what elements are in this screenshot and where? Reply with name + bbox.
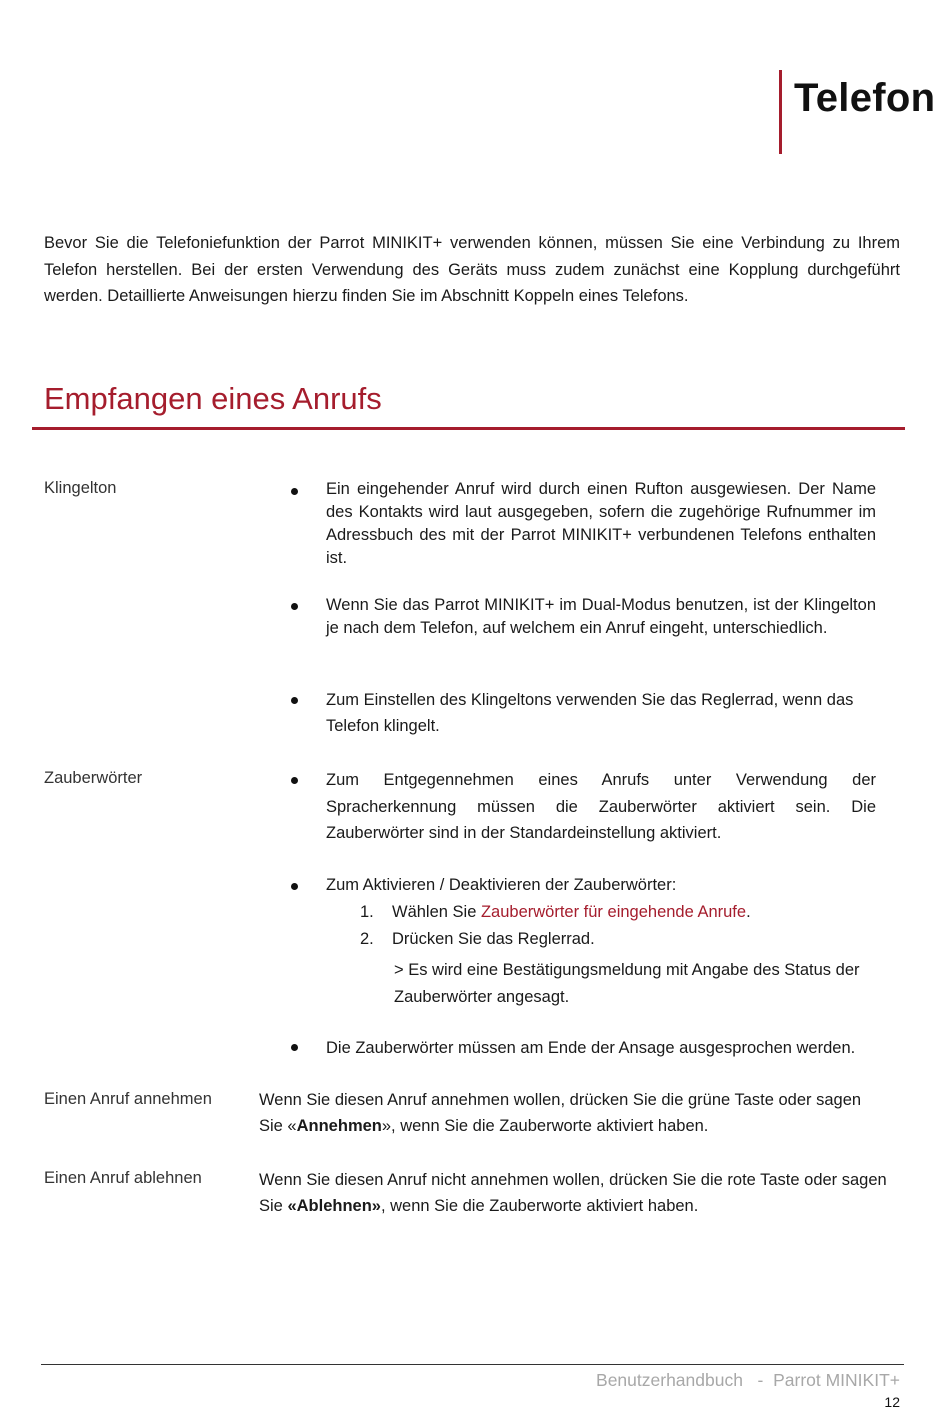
klingelton-bullet-1: Ein eingehender Anruf wird durch einen Rufton ausgewiesen. Der Name des Kontakts wird laut ausgegeben, sofern die zugehörige Rufnummer im Adressbuch des mit der Parrot MINIKIT+ verbundenen Telefons enthalten ist.: [326, 480, 876, 567]
bullet-dot: [291, 777, 298, 784]
page-header-title: Telefon: [794, 76, 936, 120]
anruf-ablehnen-text: [259, 1167, 889, 1219]
ablehnen-text-start: Wenn Sie diesen Anruf nicht annehmen wollen, drücken Sie die rote Taste oder sagen Sie: [259, 1171, 887, 1215]
header-accent-bar: [779, 70, 782, 154]
page-number: 12: [884, 1394, 900, 1410]
zauberwoerter-bullet-3: Die Zauberwörter müssen am Ende der Ansage ausgesprochen werden.: [326, 1039, 856, 1057]
label-klingelton: Klingelton: [44, 479, 117, 497]
section-heading: Empfangen eines Anrufs: [44, 381, 382, 416]
step-number-2: 2.: [360, 930, 374, 948]
footer-text: Benutzerhandbuch - Parrot MINIKIT+: [596, 1370, 900, 1390]
klingelton-bullet-2: Wenn Sie das Parrot MINIKIT+ im Dual-Modus benutzen, ist der Klingelton je nach dem Telefon, auf welchem ein Anruf eingeht, unterschiedlich.: [326, 596, 876, 637]
zauberwoerter-bullet-1: Zum Entgegennehmen eines Anrufs unter Verwendung der Spracherkennung müssen die Zauberwörter aktiviert sein. Die Zauberwörter sind in der Standardeinstellung aktiviert.: [326, 771, 876, 842]
bullet-dot: [291, 1044, 298, 1051]
step-result-text: > Es wird eine Bestätigungsmeldung mit Angabe des Status der Zauberwörter angesagt.: [394, 961, 860, 1006]
ablehnen-text-end: , wenn Sie die Zauberworte aktiviert haben.: [380, 1197, 699, 1215]
step-number-1: 1.: [360, 903, 374, 921]
bullet-dot: [291, 883, 298, 890]
section-divider: [32, 427, 905, 430]
anruf-annehmen-text: [259, 1087, 889, 1139]
menu-item-link: Zauberwörter für eingehende Anrufe: [480, 903, 747, 921]
label-anruf-ablehnen: Einen Anruf ablehnen: [44, 1169, 202, 1187]
bullet-dot: [291, 697, 298, 704]
step-1-text: [392, 903, 751, 922]
label-anruf-annehmen: Einen Anruf annehmen: [44, 1090, 212, 1108]
klingelton-bullet-3: Zum Einstellen des Klingeltons verwenden Sie das Reglerrad, wenn das Telefon klingelt.: [326, 691, 854, 735]
step-2-text: Drücken Sie das Reglerrad.: [392, 930, 595, 948]
label-zauberwoerter: Zauberwörter: [44, 769, 143, 787]
annehmen-keyword: Annehmen: [296, 1117, 382, 1135]
annehmen-text-start: Wenn Sie diesen Anruf annehmen wollen, drücken Sie die grüne Taste oder sagen Sie «: [259, 1091, 862, 1135]
bullet-dot: [291, 603, 298, 610]
ablehnen-keyword: «Ablehnen»: [287, 1197, 381, 1215]
zauberwoerter-bullet-2: Zum Aktivieren / Deaktivieren der Zauberwörter:: [326, 876, 677, 894]
bullet-dot: [291, 488, 298, 495]
step-1-suffix: .: [746, 903, 751, 921]
annehmen-text-end: », wenn Sie die Zauberworte aktiviert haben.: [381, 1117, 709, 1135]
footer-divider: [41, 1364, 904, 1365]
step-1-prefix: Wählen Sie: [392, 903, 481, 921]
intro-paragraph: Bevor Sie die Telefoniefunktion der Parrot MINIKIT+ verwenden können, müssen Sie eine Verbindung zu Ihrem Telefon herstellen. Bei der ersten Verwendung des Geräts muss zudem zunächst eine Kopplung durchgeführt werden. Detaillierte Anweisungen hierzu finden Sie im Abschnitt Koppeln eines Telefons.: [44, 234, 900, 305]
